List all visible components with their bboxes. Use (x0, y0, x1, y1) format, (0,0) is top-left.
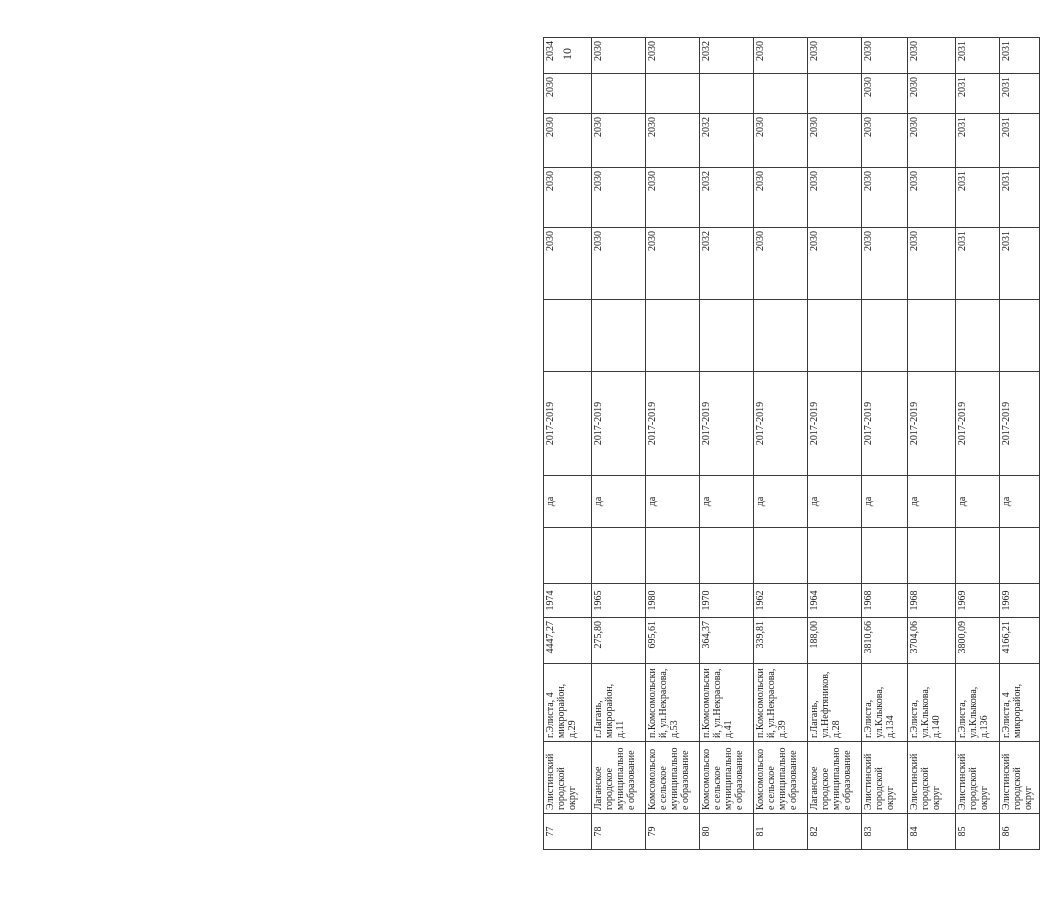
page-number: 10 (560, 48, 574, 60)
year-cell-5: 2030 (908, 38, 956, 74)
year-cell-5: 2031 (1000, 38, 1040, 74)
table-row (862, 38, 908, 850)
year-built-cell: 1964 (808, 584, 862, 618)
year-cell-3: 2031 (956, 114, 1000, 168)
address-cell: п.Комсомольский, ул.Некрасова, д.41 (700, 664, 754, 742)
year-cell-1: 2031 (956, 228, 1000, 300)
flag-cell: да (862, 476, 908, 528)
address-cell: п.Комсомольский, ул.Некрасова, д.53 (646, 664, 700, 742)
table-row (544, 38, 592, 850)
year-cell-5: 2030 (862, 38, 908, 74)
year-built-cell: 1965 (592, 584, 646, 618)
period-cell: 2017-2019 (754, 372, 808, 476)
year-cell-2: 2030 (754, 168, 808, 228)
address-cell: г.Элиста, 4 микрорайон, д.29 (544, 664, 592, 742)
empty-cell (592, 528, 646, 584)
year-cell-3: 2030 (592, 114, 646, 168)
empty-cell (862, 528, 908, 584)
year-cell-2: 2031 (1000, 168, 1040, 228)
flag-cell: да (544, 476, 592, 528)
table-row (956, 38, 1000, 850)
period-cell: 2017-2019 (1000, 372, 1040, 476)
table-row (700, 38, 754, 850)
period-cell: 2017-2019 (862, 372, 908, 476)
area-cell: 364,37 (700, 618, 754, 664)
table-row (646, 38, 700, 850)
year-cell-1: 2031 (1000, 228, 1040, 300)
empty-cell (700, 528, 754, 584)
municipality-cell: Элистинский городской округ (908, 742, 956, 814)
year-cell-5: 2030 (754, 38, 808, 74)
municipality-cell: Элистинский городской округ (956, 742, 1000, 814)
area-cell: 695,61 (646, 618, 700, 664)
empty-cell (956, 528, 1000, 584)
row-number: 80 (700, 814, 754, 850)
year-cell-1: 2030 (544, 228, 592, 300)
empty-cell (956, 300, 1000, 372)
year-cell-2: 2031 (956, 168, 1000, 228)
year-cell-1: 2030 (862, 228, 908, 300)
year-cell-2: 2030 (646, 168, 700, 228)
flag-cell: да (646, 476, 700, 528)
municipality-cell: Лаганское городское муниципальное образование (808, 742, 862, 814)
municipality-cell: Элистинский городской округ (862, 742, 908, 814)
year-cell-1: 2030 (754, 228, 808, 300)
period-cell: 2017-2019 (544, 372, 592, 476)
year-built-cell: 1980 (646, 584, 700, 618)
municipality-cell: Элистинский городской округ (1000, 742, 1040, 814)
row-number: 83 (862, 814, 908, 850)
flag-cell: да (700, 476, 754, 528)
address-cell: п.Комсомольский, ул.Некрасова, д.39 (754, 664, 808, 742)
table-row (1000, 38, 1040, 850)
year-built-cell: 1968 (862, 584, 908, 618)
empty-cell (754, 300, 808, 372)
year-cell-1: 2030 (808, 228, 862, 300)
empty-cell (908, 300, 956, 372)
year-built-cell: 1970 (700, 584, 754, 618)
table-row (754, 38, 808, 850)
period-cell: 2017-2019 (646, 372, 700, 476)
row-number: 78 (592, 814, 646, 850)
flag-cell: да (754, 476, 808, 528)
year-cell-1: 2030 (646, 228, 700, 300)
year-built-cell: 1968 (908, 584, 956, 618)
row-number: 86 (1000, 814, 1040, 850)
year-cell-4 (754, 74, 808, 114)
area-cell: 188,00 (808, 618, 862, 664)
area-cell: 3704,06 (908, 618, 956, 664)
year-cell-4: 2031 (956, 74, 1000, 114)
year-cell-3: 2032 (700, 114, 754, 168)
year-cell-1: 2030 (592, 228, 646, 300)
area-cell: 4166,21 (1000, 618, 1040, 664)
empty-cell (544, 528, 592, 584)
empty-cell (808, 300, 862, 372)
period-cell: 2017-2019 (908, 372, 956, 476)
year-cell-3: 2031 (1000, 114, 1040, 168)
period-cell: 2017-2019 (700, 372, 754, 476)
table-row (808, 38, 862, 850)
year-cell-4: 2030 (544, 74, 592, 114)
municipality-cell: Комсомольское сельское муниципальное образование (700, 742, 754, 814)
year-cell-2: 2030 (908, 168, 956, 228)
address-cell: г.Лагань, ул.Нефтяников, д.28 (808, 664, 862, 742)
year-cell-4: 2030 (908, 74, 956, 114)
flag-cell: да (592, 476, 646, 528)
period-cell: 2017-2019 (592, 372, 646, 476)
area-cell: 4447,27 (544, 618, 592, 664)
year-cell-4: 2030 (862, 74, 908, 114)
year-cell-2: 2030 (808, 168, 862, 228)
year-cell-2: 2032 (700, 168, 754, 228)
address-cell: г.Лагань, микрорайон, д.11 (592, 664, 646, 742)
row-number: 81 (754, 814, 808, 850)
year-built-cell: 1969 (956, 584, 1000, 618)
year-cell-4 (808, 74, 862, 114)
period-cell: 2017-2019 (956, 372, 1000, 476)
flag-cell: да (808, 476, 862, 528)
table-row (908, 38, 956, 850)
empty-cell (754, 528, 808, 584)
year-cell-5: 2034 (544, 38, 592, 74)
address-cell: г.Элиста, 4 микрорайон, (1000, 664, 1040, 742)
year-cell-3: 2030 (754, 114, 808, 168)
year-cell-4 (592, 74, 646, 114)
year-cell-3: 2030 (808, 114, 862, 168)
address-cell: г.Элиста, ул.Клыкова, д.136 (956, 664, 1000, 742)
empty-cell (544, 300, 592, 372)
year-cell-3: 2030 (862, 114, 908, 168)
year-cell-5: 2031 (956, 38, 1000, 74)
empty-cell (1000, 300, 1040, 372)
municipality-cell: Комсомольское сельское муниципальное образование (754, 742, 808, 814)
flag-cell: да (1000, 476, 1040, 528)
area-cell: 3800,09 (956, 618, 1000, 664)
year-cell-5: 2030 (592, 38, 646, 74)
period-cell: 2017-2019 (808, 372, 862, 476)
year-cell-2: 2030 (862, 168, 908, 228)
year-built-cell: 1962 (754, 584, 808, 618)
year-cell-3: 2030 (908, 114, 956, 168)
year-built-cell: 1969 (1000, 584, 1040, 618)
empty-cell (908, 528, 956, 584)
empty-cell (1000, 528, 1040, 584)
year-cell-5: 2030 (646, 38, 700, 74)
empty-cell (700, 300, 754, 372)
flag-cell: да (908, 476, 956, 528)
empty-cell (646, 528, 700, 584)
year-cell-5: 2030 (808, 38, 862, 74)
address-cell: г.Элиста, ул.Клыкова, д.140 (908, 664, 956, 742)
empty-cell (646, 300, 700, 372)
municipality-cell: Лаганское городское муниципальное образование (592, 742, 646, 814)
area-cell: 339,81 (754, 618, 808, 664)
year-built-cell: 1974 (544, 584, 592, 618)
rotated-table-container (543, 30, 1034, 850)
municipality-cell: Комсомольское сельское муниципальное образование (646, 742, 700, 814)
year-cell-4: 2031 (1000, 74, 1040, 114)
area-cell: 275,80 (592, 618, 646, 664)
flag-cell: да (956, 476, 1000, 528)
municipality-cell: Элистинский городской округ (544, 742, 592, 814)
row-number: 79 (646, 814, 700, 850)
row-number: 77 (544, 814, 592, 850)
year-cell-1: 2032 (700, 228, 754, 300)
empty-cell (592, 300, 646, 372)
year-cell-2: 2030 (592, 168, 646, 228)
empty-cell (862, 300, 908, 372)
year-cell-3: 2030 (646, 114, 700, 168)
row-number: 82 (808, 814, 862, 850)
year-cell-4 (700, 74, 754, 114)
year-cell-2: 2030 (544, 168, 592, 228)
year-cell-1: 2030 (908, 228, 956, 300)
buildings-table (543, 37, 1040, 850)
row-number: 84 (908, 814, 956, 850)
empty-cell (808, 528, 862, 584)
address-cell: г.Элиста, ул.Клыкова, д.134 (862, 664, 908, 742)
year-cell-5: 2032 (700, 38, 754, 74)
table-row (592, 38, 646, 850)
year-cell-4 (646, 74, 700, 114)
area-cell: 3810,66 (862, 618, 908, 664)
row-number: 85 (956, 814, 1000, 850)
year-cell-3: 2030 (544, 114, 592, 168)
